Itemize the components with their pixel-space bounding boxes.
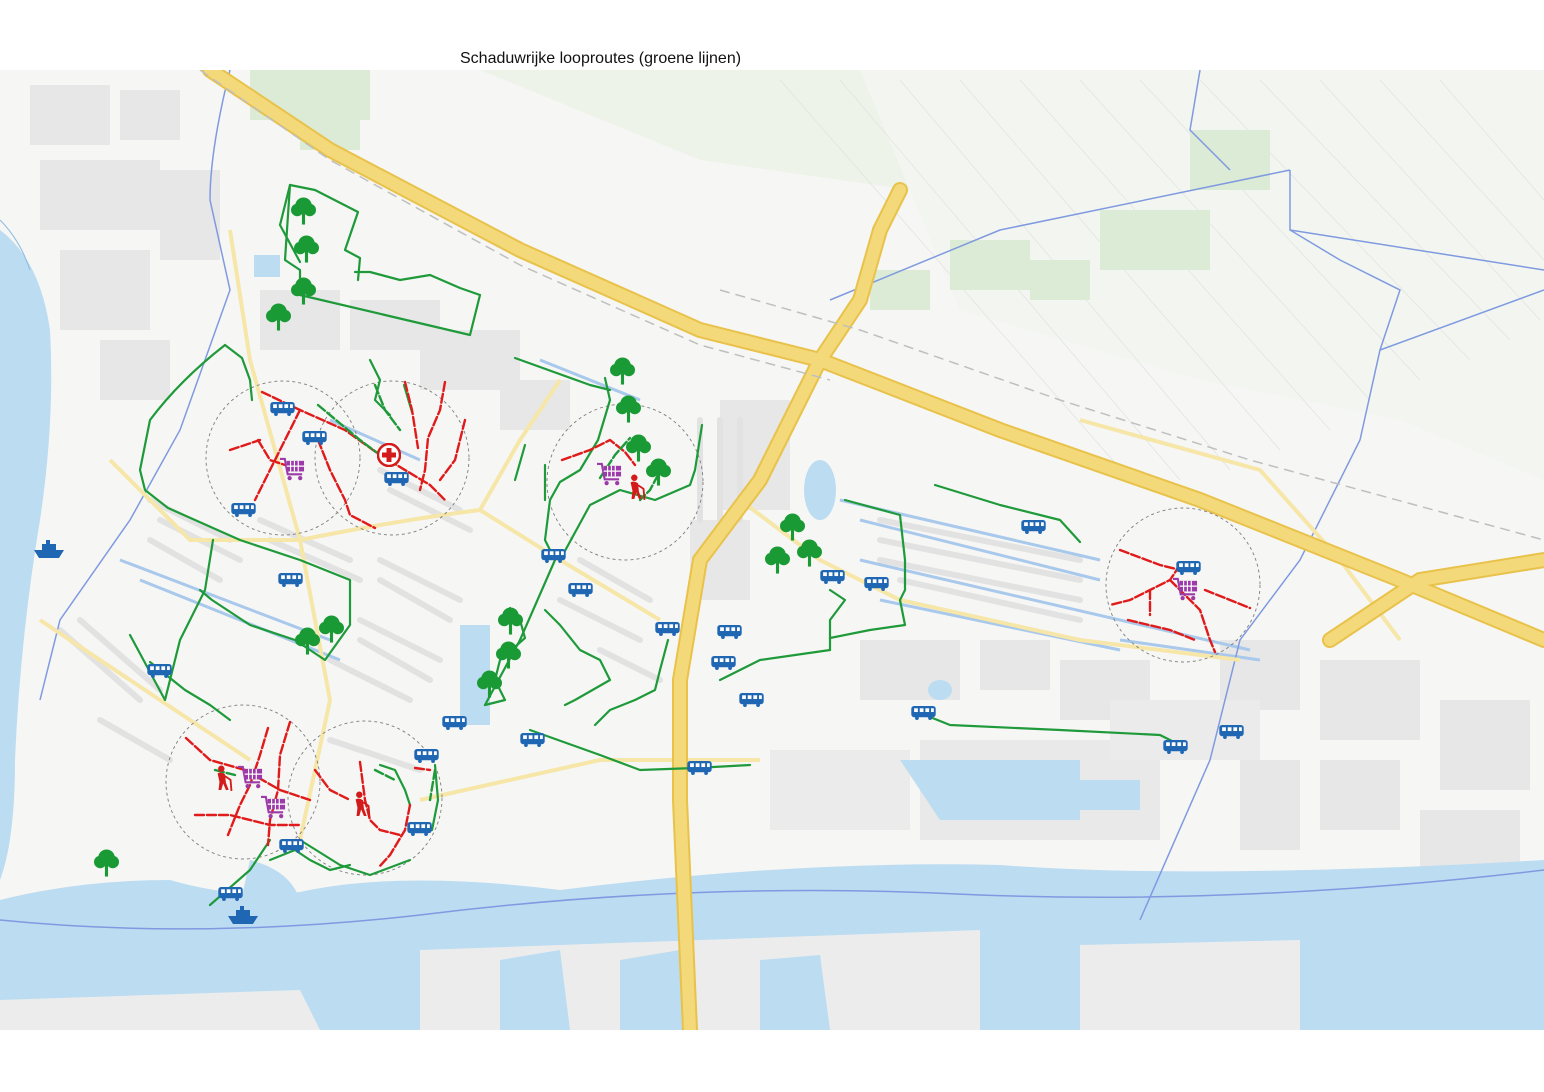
- health-markers: [378, 444, 400, 466]
- legend-shade-routes: Schaduwrijke looproutes (groene lijnen): [460, 50, 742, 67]
- map-canvas[interactable]: [0, 70, 1544, 1030]
- health-centre-icon: [378, 444, 400, 466]
